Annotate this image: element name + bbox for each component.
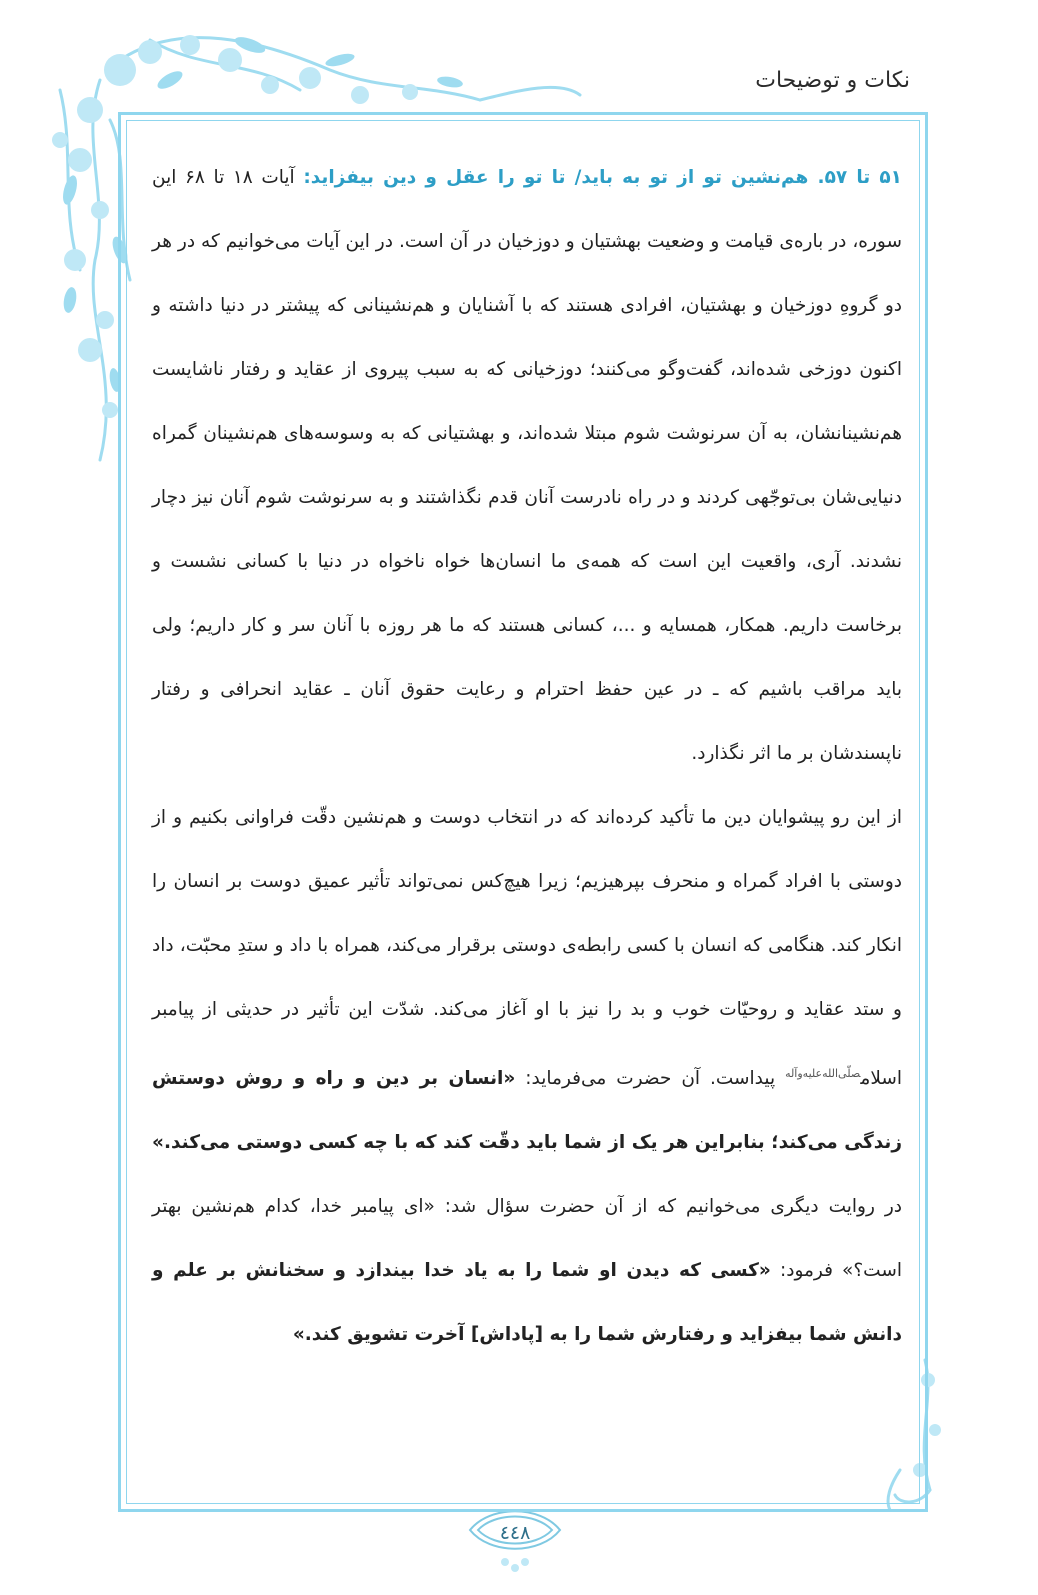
honorific-glyph: صلّی‌الله‌علیه‌وآله — [785, 1067, 861, 1080]
paragraph-1-text: آیات ۱۸ تا ۶۸ این سوره، در باره‌ی قیامت و وضعیت بهشتیان و دوزخیان در آن است. در این آیات می‌خوانیم که در هر دو گروهِ دوزخیان و بهشتیان، افرادی هستند که با آشنایان و هم‌نشینانی که پیشتر در دنیا داشته و اکنون دوزخی شده‌اند، گفت‌وگو می‌کنند؛ دوزخیانی که به سبب پیروی از عقاید و رفتار ناشایست هم‌نشینانشان، به آن سرنوشت شوم مبتلا شده‌اند، و بهشتیانی که به وسوسه‌های هم‌نشینان گمراه دنیایی‌شان بی‌توجّهی کردند و در راه نادرست آنان قدم نگذاشتند و به سرنوشت شوم آنان نیز دچار نشدند. آری، واقعیت این است که همه‌ی ما انسان‌ها خواه ناخواه در دنیا با کسانی نشست و برخاست داریم. همکار، همسایه و ...، کسانی هستند که ما هر روزه با آنان سر و کار داریم؛ ولی باید مراقب باشیم که ـ در عین حفظ احترام و رعایت حقوق آنان ـ عقاید انحرافی و رفتار ناپسندشان بر ما اثر نگذارد. — [152, 167, 902, 764]
paragraph-1 — [152, 146, 902, 786]
hadith-quote-2: «کسی که دیدن او شما را به یاد خدا بیندازد و سخنانش بر علم و دانش شما بیفزاید و رفتارش شما را به [پاداش] آخرت تشویق کند.» — [152, 1260, 902, 1346]
body-text — [152, 146, 902, 1367]
paragraph-2-text-1: از این رو پیشوایان دین ما تأکید کرده‌اند که در انتخاب دوست و هم‌نشین دقّت فراوانی بکنیم و از دوستی با افراد گمراه و منحرف بپرهیزیم؛ زیرا هیچ‌کس نمی‌تواند تأثیر عمیق دوست بر انسان را انکار کند. هنگامی که انسان با کسی رابطه‌ی دوستی برقرار می‌کند، همراه با داد و ستدِ محبّت، داد و ستد عقاید و روحیّات خوب و بد را نیز با او آغاز می‌کند. شدّت این تأثیر در حدیثی از پیامبر اسلام — [152, 807, 902, 1090]
paragraph-2-text-3: در روایت دیگری می‌خوانیم که از آن حضرت سؤال شد: «ای پیامبر خدا، کدام هم‌نشین بهتر است؟» فرمود: — [152, 1196, 902, 1282]
paragraph-heading: ۵۱ تا ۵۷. هم‌نشین تو از تو به باید/ تا تو را عقل و دین بیفزاید: — [303, 167, 902, 188]
page-number: ٤٤٨ — [499, 1522, 531, 1544]
paragraph-2-text-2: پیداست. آن حضرت می‌فرماید: — [515, 1068, 786, 1090]
section-title: نکات و توضیحات — [755, 68, 910, 93]
hadith-quote-1: «انسان بر دین و راه و روش دوستش زندگی می‌کند؛ بنابراین هر یک از شما باید دقّت کند که با چه کسی دوستی می‌کند.» — [152, 1068, 902, 1154]
paragraph-2 — [152, 786, 902, 1367]
page-number-badge — [470, 1505, 560, 1561]
